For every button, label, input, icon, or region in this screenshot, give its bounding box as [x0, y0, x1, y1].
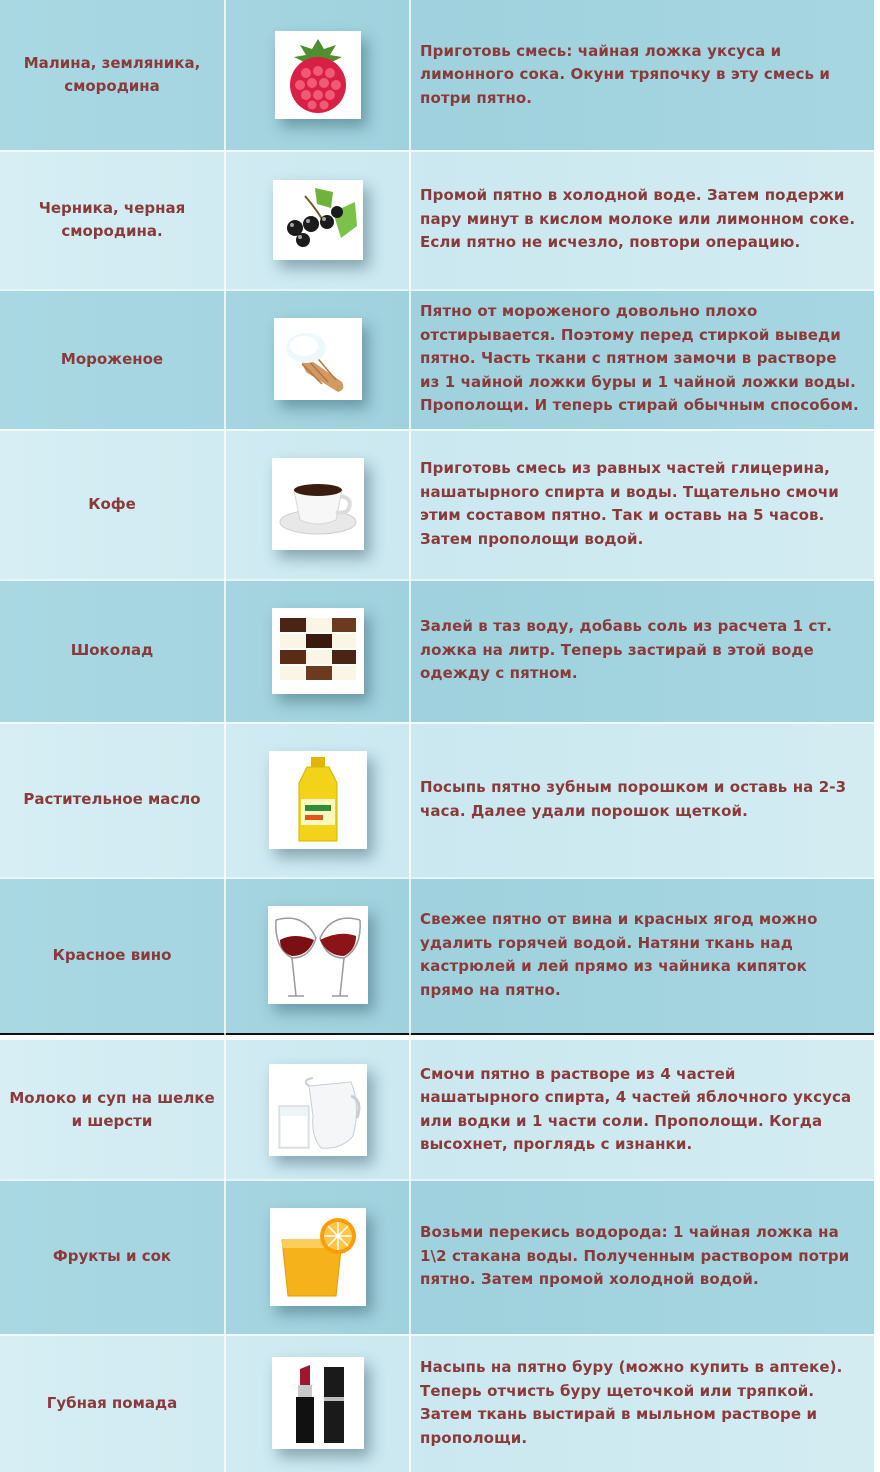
table-row [0, 877, 874, 1033]
stain-name: Губная помада [46, 1393, 178, 1412]
wine-glasses-icon [268, 906, 368, 1004]
table-row [0, 1179, 874, 1334]
table-row [0, 1334, 874, 1472]
raspberry-icon [275, 31, 361, 119]
stain-picture [226, 1334, 409, 1472]
stain-name: Красное вино [52, 945, 172, 964]
stain-instructions: Смочи пятно в растворе из 4 частей нашатырного спирта, 4 частей яблочного уксуса или водки и 1 части соли. Прополощи. Когда высохнет, проглядь с изнанки. [420, 1064, 852, 1153]
column-divider [409, 0, 411, 1472]
stain-name: Фрукты и сок [52, 1247, 172, 1265]
stain-name: Кофе [88, 494, 136, 513]
stain-instructions: Приготовь смесь: чайная ложка уксуса и лимонного сока. Окуни тряпочку в эту смесь и потри пятно. [420, 41, 831, 107]
ice-cream-icon [274, 318, 362, 400]
stain-instructions: Залей в таз воду, добавь соль из расчета 1 ст. ложка на литр. Теперь застирай в этой воде одежду с пятном. [420, 617, 833, 683]
stain-name: Черника, черная смородина. [38, 198, 186, 240]
table-row [0, 722, 874, 877]
stain-picture [226, 579, 409, 722]
stain-name: Растительное масло [23, 790, 201, 808]
table-row [0, 150, 874, 289]
table-row [0, 289, 874, 429]
stain-instructions: Насыпь на пятно буру (можно купить в аптеке). Теперь отчисть буру щеточкой или тряпкой. Затем ткань выстирай в мыльном растворе и прополощи. [420, 1358, 843, 1447]
stain-instructions: Приготовь смесь из равных частей глицерина, нашатырного спирта и воды. Тщательно смочи этим составом пятно. Так и оставь на 5 часов. Затем прополощи водой. [420, 459, 839, 548]
stain-picture [226, 1179, 409, 1334]
table-row [0, 0, 874, 150]
stain-picture [226, 0, 409, 150]
oil-bottle-icon [269, 751, 367, 849]
stain-name: Шоколад [70, 641, 154, 659]
stain-picture [226, 722, 409, 877]
table-row [0, 429, 874, 579]
table-row [0, 1040, 874, 1179]
table-row [0, 579, 874, 722]
stain-picture [226, 150, 409, 289]
chocolate-icon [272, 608, 364, 694]
stain-instructions: Пятно от мороженого довольно плохо отстирывается. Поэтому перед стиркой выведи пятно. Часть ткани с пятном замочи в растворе из 1 чайной ложки буры и 1 чайной ложки воды. Прополощи. И теперь стирай обычным способом. [420, 302, 859, 415]
stain-picture [226, 289, 409, 429]
stain-name: Мороженое [60, 349, 164, 368]
milk-jug-icon [269, 1064, 367, 1156]
orange-juice-icon [270, 1208, 366, 1306]
stain-instructions: Посыпь пятно зубным порошком и оставь на 2-3 часа. Далее удали порошок щеткой. [420, 778, 847, 820]
stain-name: Молоко и суп на шелке и шерсти [9, 1088, 215, 1130]
stain-instructions: Промой пятно в холодной воде. Затем подержи пару минут в кислом молоке или лимонном соке. Если пятно не исчезло, повтори операцию. [420, 186, 856, 252]
stain-name: Малина, земляника, смородина [23, 54, 201, 95]
column-divider [224, 0, 226, 1472]
stain-picture [226, 877, 409, 1033]
stain-picture [226, 1040, 409, 1179]
stain-instructions: Свежее пятно от вина и красных ягод можно удалить горячей водой. Натяни ткань над кастрюлей и лей прямо из чайника кипяток прямо на пятно. [420, 910, 818, 999]
stain-instructions: Возьми перекись водорода: 1 чайная ложка на 1\2 стакана воды. Полученным раствором потри пятно. Затем промой холодной водой. [420, 1223, 850, 1289]
lipstick-icon [272, 1357, 364, 1449]
blackcurrant-icon [273, 180, 363, 260]
stain-picture [226, 429, 409, 579]
coffee-cup-icon [272, 458, 364, 550]
